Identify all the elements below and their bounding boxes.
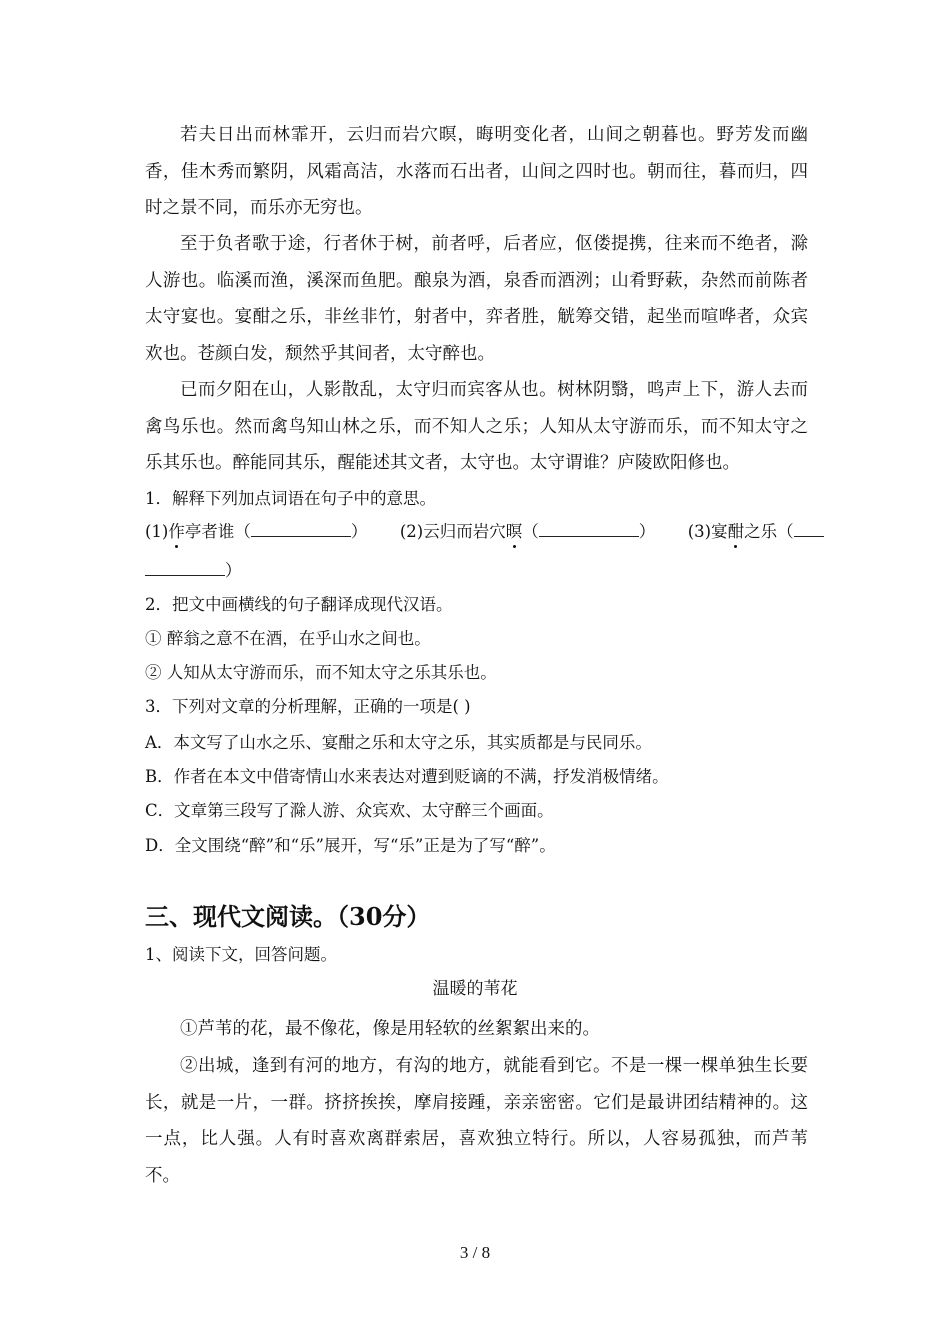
q1-item-2: (2)云归而岩穴暝（ ）	[400, 522, 655, 541]
emphasis-dot-char: 作	[168, 520, 185, 544]
article-paragraph-2: ②出城，逢到有河的地方，有沟的地方，就能看到它。不是一棵一棵单独生长要长，就是一片，一群。挤挤挨挨，摩肩接踵，亲亲密密。它们是最讲团结精神的。这一点，比人强。人有时喜欢离群索居，喜欢独立特行。所以，人容易孤独，而芦苇不。	[145, 1056, 808, 1186]
section-instruction: 1、阅读下文，回答问题。	[145, 945, 337, 964]
page-number: 3 / 8	[459, 1243, 491, 1262]
option-b: B．作者在本文中借寄情山水来表达对遭到贬谪的不满，抒发消极情绪。	[145, 767, 669, 786]
q1-item-1: (1)作亭者谁（ ）	[145, 522, 367, 541]
answer-blank[interactable]	[145, 559, 225, 576]
article-title: 温暖的苇花	[432, 979, 518, 999]
question-2: 2．把文中画横线的句子翻译成现代汉语。	[145, 595, 453, 614]
section-heading: 三、现代文阅读。（30分）	[145, 902, 431, 931]
q1-item-3: (3)宴酣之乐（	[688, 522, 824, 541]
answer-blank[interactable]	[539, 520, 639, 537]
answer-blank[interactable]	[251, 520, 351, 537]
option-d: D．全文围绕“醉”和“乐”展开，写“乐”正是为了写“醉”。	[145, 836, 556, 855]
passage-paragraph-2: 至于负者歌于途，行者休于树，前者呼，后者应，伛偻提携，往来而不绝者，滁人游也。临溪而渔，溪深而鱼肥。酿泉为酒，泉香而酒洌；山肴野蔌，杂然而前陈者太守宴也。宴酣之乐，非丝非竹，射者中，弈者胜，觥筹交错，起坐而喧哗者，众宾欢也。苍颜白发，颓然乎其间者，太守醉也。	[145, 234, 808, 364]
passage-paragraph-1: 若夫日出而林霏开，云归而岩穴暝，晦明变化者，山间之朝暮也。野芳发而幽香，佳木秀而繁阴，风霜高洁，水落而石出者，山间之四时也。朝而往，暮而归，四时之景不同，而乐亦无穷也。	[145, 125, 808, 218]
emphasis-dot-char: 暝	[506, 520, 523, 544]
passage-paragraph-3: 已而夕阳在山，人影散乱，太守归而宾客从也。树林阴翳，鸣声上下，游人去而禽鸟乐也。然而禽鸟知山林之乐，而不知人之乐；人知从太守游而乐，而不知太守之乐其乐也。醉能同其乐，醒能述其文者，太守也。太守谓谁？庐陵欧阳修也。	[145, 380, 808, 473]
option-a: A．本文写了山水之乐、宴酣之乐和太守之乐，其实质都是与民同乐。	[145, 733, 652, 752]
answer-blank[interactable]	[794, 520, 824, 537]
article-paragraph-1: ①芦苇的花，最不像花，像是用轻软的丝絮絮出来的。	[180, 1019, 600, 1039]
question-3: 3．下列对文章的分析理解，正确的一项是( )	[145, 697, 471, 716]
question-1: 1．解释下列加点词语在句子中的意思。	[145, 489, 436, 508]
question-1-items-cont: ）	[145, 559, 242, 583]
question-2-item-2: ② 人知从太守游而乐，而不知太守之乐其乐也。	[145, 663, 497, 682]
question-1-items	[145, 520, 824, 544]
emphasis-dot-char: 酣	[728, 520, 745, 544]
question-2-item-1: ① 醉翁之意不在酒，在乎山水之间也。	[145, 629, 431, 648]
option-c: C．文章第三段写了滁人游、众宾欢、太守醉三个画面。	[145, 801, 554, 820]
